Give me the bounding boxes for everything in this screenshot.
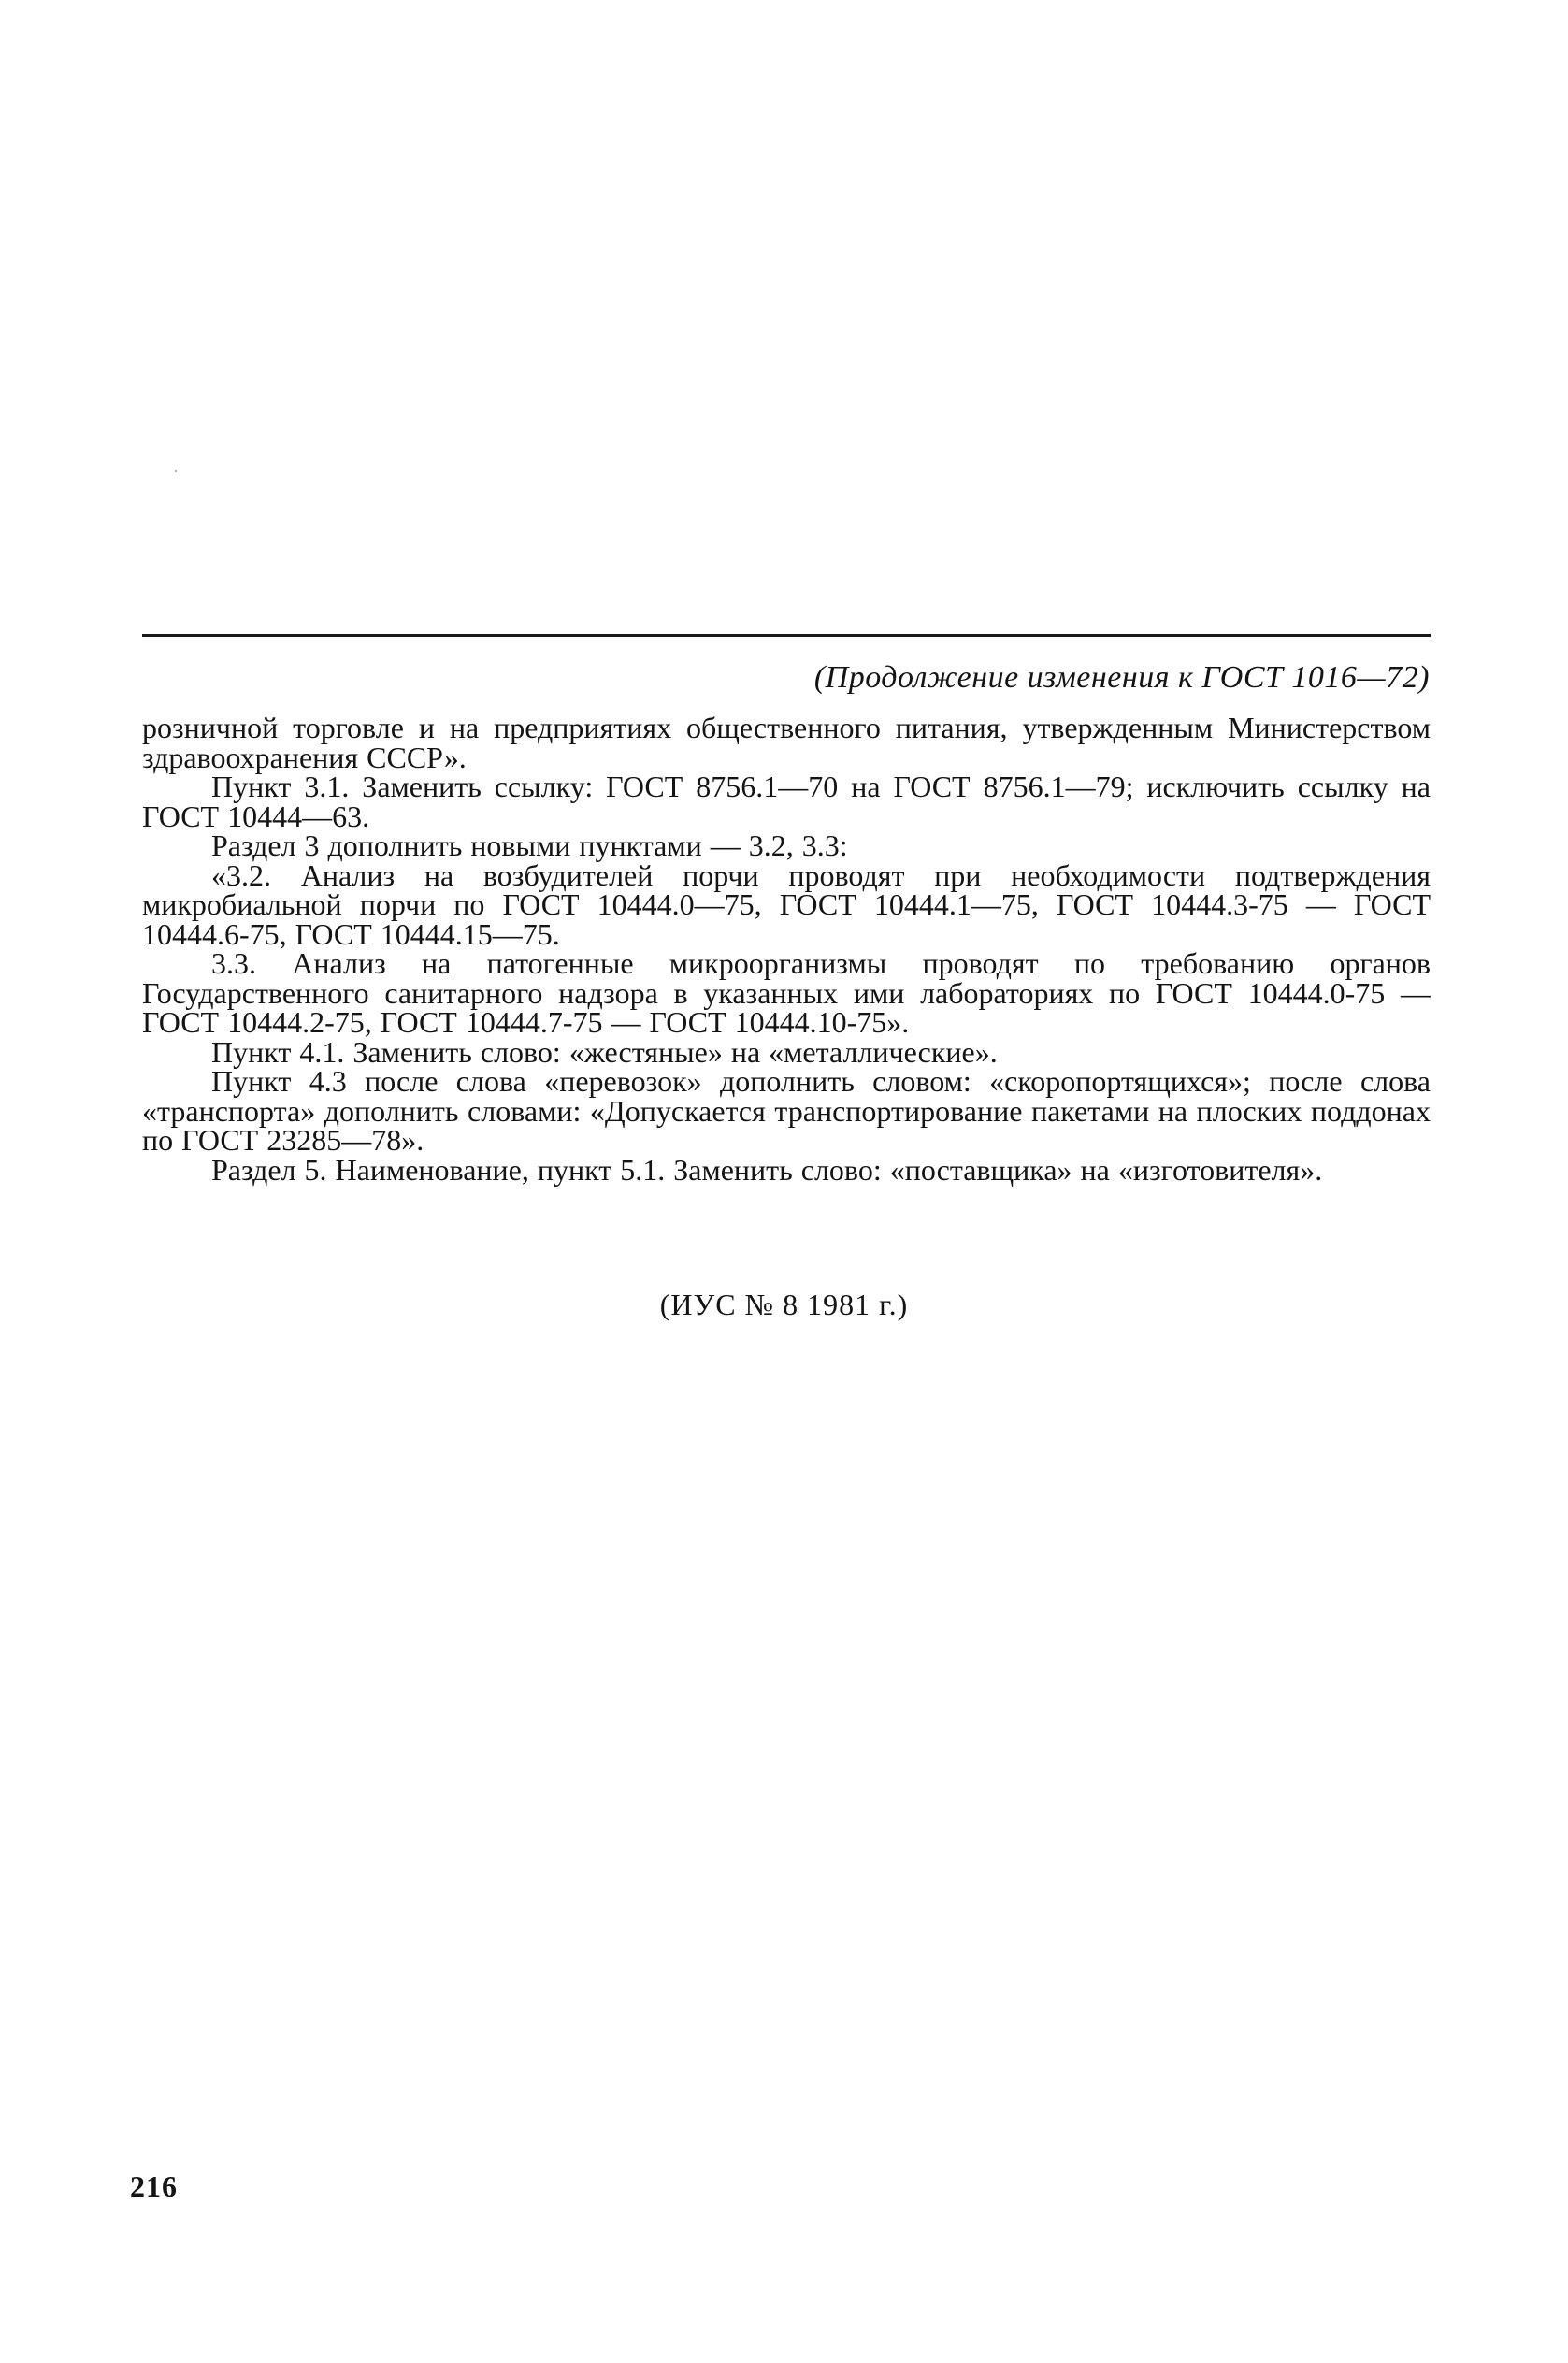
paragraph-section-5: Раздел 5. Наименование, пункт 5.1. Заменить слово: «поставщика» на «изготовителя». xyxy=(211,1152,1323,1187)
header-rule xyxy=(142,634,1431,637)
continuation-header: (Продолжение изменения к ГОСТ 1016—72) xyxy=(813,660,1430,695)
paragraph-item-4-3: Пункт 4.3 после слова «перевозок» дополнить словом: «скоропортящихся»; после слова «транспорта» дополнить словами: «Допускается транспортирование пакетами на плоских поддонах по ГОСТ 23285—78». xyxy=(142,1064,1431,1157)
paragraph-item-4-1: Пункт 4.1. Заменить слово: «жестяные» на «металлические». xyxy=(211,1034,998,1069)
page-number: 216 xyxy=(130,2169,178,2203)
paragraph-item-3-2: «3.2. Анализ на возбудителей порчи проводят при необходимости подтверждения микробиальной порчи по ГОСТ 10444.0—75, ГОСТ 10444.1—75, ГОСТ 10444.3-75 — ГОСТ 10444.6-75, ГОСТ 10444.15—75. xyxy=(142,857,1431,951)
scan-speck xyxy=(175,470,177,472)
paragraph-section-3: Раздел 3 дополнить новыми пунктами — 3.2, 3.3: xyxy=(211,828,848,862)
paragraph-item-3-1: Пункт 3.1. Заменить ссылку: ГОСТ 8756.1—70 на ГОСТ 8756.1—79; исключить ссылку на ГОСТ 10444—63. xyxy=(142,770,1431,833)
amendment-body xyxy=(142,713,1431,1185)
ius-reference: (ИУС № 8 1981 г.) xyxy=(659,1288,909,1321)
paragraph-continuation: розничной торговле и на предприятиях общественного питания, утвержденным Министерством здравоохранения СССР». xyxy=(142,711,1431,774)
paragraph-item-3-3: 3.3. Анализ на патогенные микроорганизмы проводят по требованию органов Государственного санитарного надзора в указанных ими лабораториях по ГОСТ 10444.0-75 — ГОСТ 10444.2-75, ГОСТ 10444.7-75 — ГОСТ 10444.10-75». xyxy=(142,946,1431,1039)
